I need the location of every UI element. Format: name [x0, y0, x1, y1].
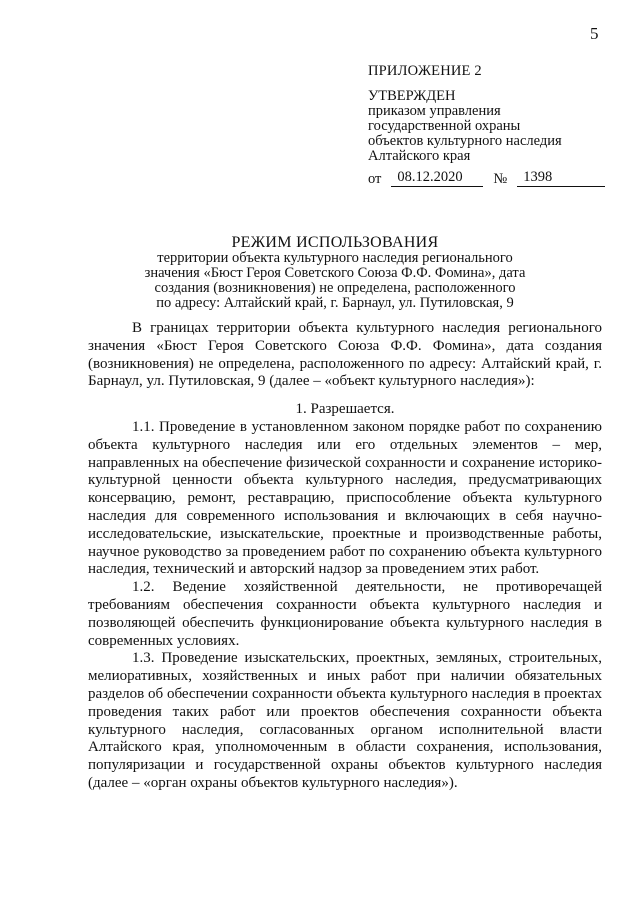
paragraph-1-1: 1.1. Проведение в установленном законом порядке работ по сохранению объекта культурного наследия или его отдельных элементов – мер, направленных на обеспечение физической сохранности и сохранение историко-культурной ценности объекта культурного наследия, предусматривающих консервацию, ремонт, реставрацию, приспособление объекта культурного наследия для современного использования и включающих в себя научно-исследовательские, изыскательские, проектные и производственные работы, научное руководство за проведением работ по сохранению объекта культурного наследия, технический и авторский надзор за проведением этих работ. [88, 418, 602, 578]
section-heading: 1. Разрешается. [295, 401, 395, 418]
approval-line: приказом управления [368, 103, 501, 119]
order-number: 1398 [517, 170, 605, 187]
heading-line: территории объекта культурного наследия регионального [157, 250, 513, 266]
heading-line: значения «Бюст Героя Советского Союза Ф.Ф. Фомина», дата [144, 265, 526, 281]
heading-line: по адресу: Алтайский край, г. Барнаул, ул. Путиловская, 9 [156, 295, 514, 311]
document-body [88, 320, 602, 793]
document-heading [70, 235, 600, 311]
approval-line: государственной охраны [368, 118, 521, 134]
appendix-title: ПРИЛОЖЕНИЕ 2 [368, 63, 482, 79]
approval-line: объектов культурного наследия [368, 133, 562, 149]
approved-label: УТВЕРЖДЕН [368, 88, 456, 104]
from-label: от [368, 171, 382, 187]
document-title: РЕЖИМ ИСПОЛЬЗОВАНИЯ [231, 234, 439, 251]
page-number: 5 [590, 24, 599, 43]
approval-line: Алтайского края [368, 148, 471, 164]
approval-block [368, 64, 605, 187]
order-date: 08.12.2020 [391, 170, 483, 187]
number-label: № [493, 171, 508, 187]
intro-paragraph: В границах территории объекта культурного наследия регионального значения «Бюст Героя Советского Союза Ф.Ф. Фомина», дата создания (возникновения) не определена, расположенного по адресу: Алтайский край, г. Барнаул, ул. Путиловская, 9 (далее – «объект культурного наследия»): [88, 320, 602, 390]
paragraph-1-2: 1.2. Ведение хозяйственной деятельности, не противоречащей требованиям обеспечения сохранности объекта культурного наследия и позволяющей обеспечить функционирование объекта культурного наследия в современных условиях. [88, 579, 602, 649]
heading-line: создания (возникновения) не определена, расположенного [154, 280, 516, 296]
paragraph-1-3: 1.3. Проведение изыскательских, проектных, земляных, строительных, мелиоративных, хозяйственных и иных работ при наличии обязательных разделов об обеспечении сохранности объекта культурного наследия в проектах проведения таких работ или проектов обеспечения сохранности объекта культурного наследия, согласованных органом исполнительной власти Алтайского края, уполномоченным в области сохранения, использования, популяризации и государственной охраны объектов культурного наследия (далее – «орган охраны объектов культурного наследия»). [88, 650, 602, 791]
order-details [368, 170, 605, 187]
